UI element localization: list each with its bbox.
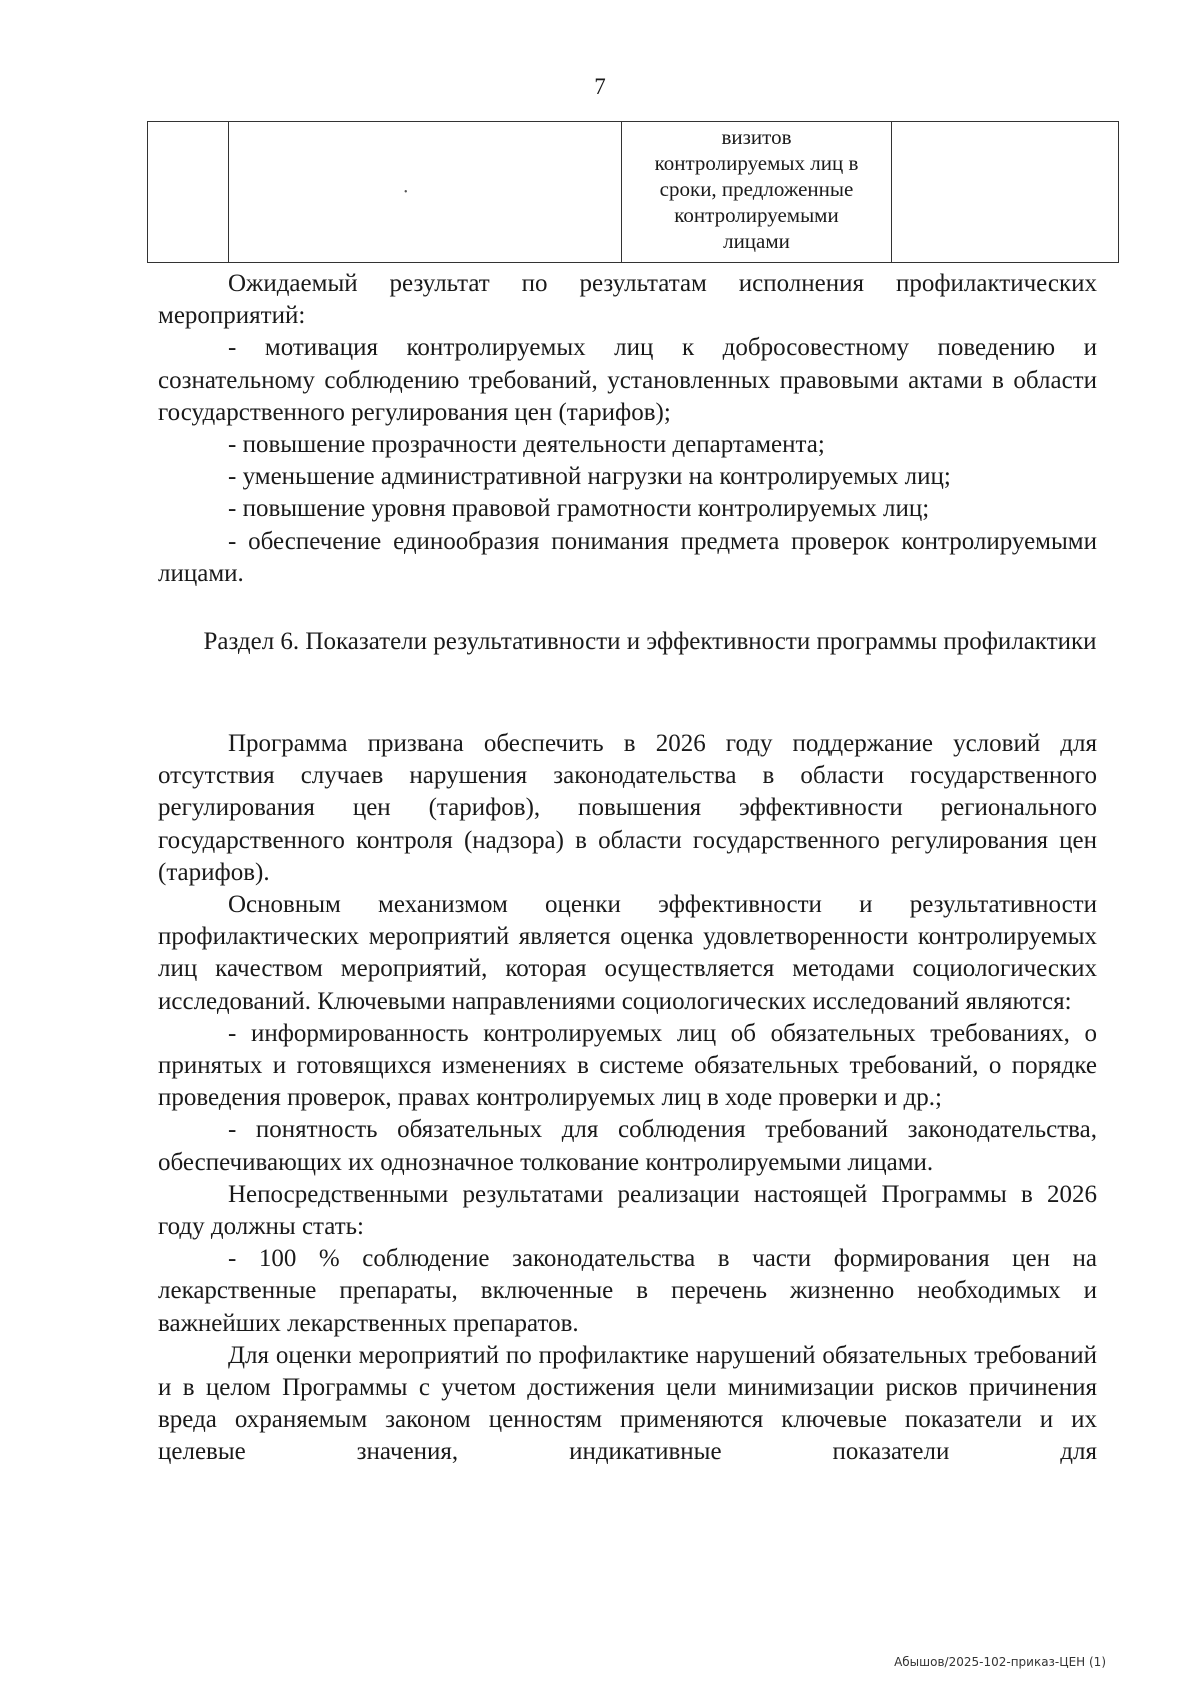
table-cell-line: лицами: [723, 229, 790, 253]
table-cell-responsible: [892, 122, 1119, 263]
table-cell-line: контролируемыми: [674, 203, 839, 227]
section-paragraph: Для оценки мероприятий по профилактике нарушений обязательных требований и в целом Программы с учетом достижения цели минимизации рисков причинения вреда охраняемым законом ценностям применяются ключевые показатели и их целевые значения, индикативные показатели для: [158, 1341, 1097, 1466]
section-body: [158, 728, 1097, 1469]
section-paragraph: Непосредственными результатами реализации настоящей Программы в 2026 году должны стать:: [158, 1180, 1097, 1241]
table-cell-name: [229, 122, 622, 263]
expected-result-item: - повышение прозрачности деятельности департамента;: [228, 431, 825, 459]
expected-result-intro: Ожидаемый результат по результатам исполнения профилактических мероприятий:: [158, 270, 1097, 330]
scan-speck: •: [404, 187, 408, 198]
expected-result-block: [158, 268, 1097, 590]
expected-result-item: - мотивация контролируемых лиц к добросовестному поведению и сознательному соблюдению требований, установленных правовыми актами в области государственного регулирования цен (тарифов);: [158, 334, 1097, 426]
table-cell-line: сроки, предложенные: [659, 177, 854, 201]
expected-result-item: - уменьшение административной нагрузки на контролируемых лиц;: [228, 463, 951, 491]
table-cell-line: визитов: [721, 125, 792, 149]
table-cell-line: контролируемых лиц в: [654, 151, 859, 175]
expected-result-item: - обеспечение единообразия понимания предмета проверок контролируемыми лицами.: [158, 527, 1097, 587]
footer-reference: Абышов/2025-102-приказ-ЦЕН (1): [894, 1655, 1106, 1669]
table-cell-deadline: [622, 122, 892, 263]
section-title: Раздел 6. Показатели результативности и эффективности программы профилактики: [203, 628, 1097, 655]
section-paragraph: Основным механизмом оценки эффективности и результативности профилактических мероприятий является оценка удовлетворенности контролируемых лиц качеством мероприятий, которая осуществляется методами социологических исследований. Ключевыми направлениями социологических исследований являются:: [158, 891, 1097, 1015]
section-paragraph: Программа призвана обеспечить в 2026 году поддержание условий для отсутствия случаев нарушения законодательства в области государственного регулирования цен (тарифов), повышения эффективности регионального государственного контроля (надзора) в области государственного регулирования цен (тарифов).: [158, 730, 1097, 886]
section-paragraph: - информированность контролируемых лиц об обязательных требованиях, о принятых и готовящихся изменениях в системе обязательных требований, о порядке проведения проверок, правах контролируемых лиц в ходе проверки и др.;: [158, 1019, 1097, 1112]
expected-result-item: - повышение уровня правовой грамотности контролируемых лиц;: [228, 495, 930, 523]
page-number: 7: [594, 74, 606, 99]
section-paragraph: - понятность обязательных для соблюдения требований законодательства, обеспечивающих их однозначное толкование контролируемыми лицами.: [158, 1116, 1097, 1176]
continuation-table: [147, 121, 1119, 263]
table-cell-number: [148, 122, 229, 263]
section-paragraph: - 100 % соблюдение законодательства в части формирования цен на лекарственные препараты, включенные в перечень жизненно необходимых и важнейших лекарственных препаратов.: [158, 1245, 1097, 1337]
table-row: [148, 122, 1119, 263]
